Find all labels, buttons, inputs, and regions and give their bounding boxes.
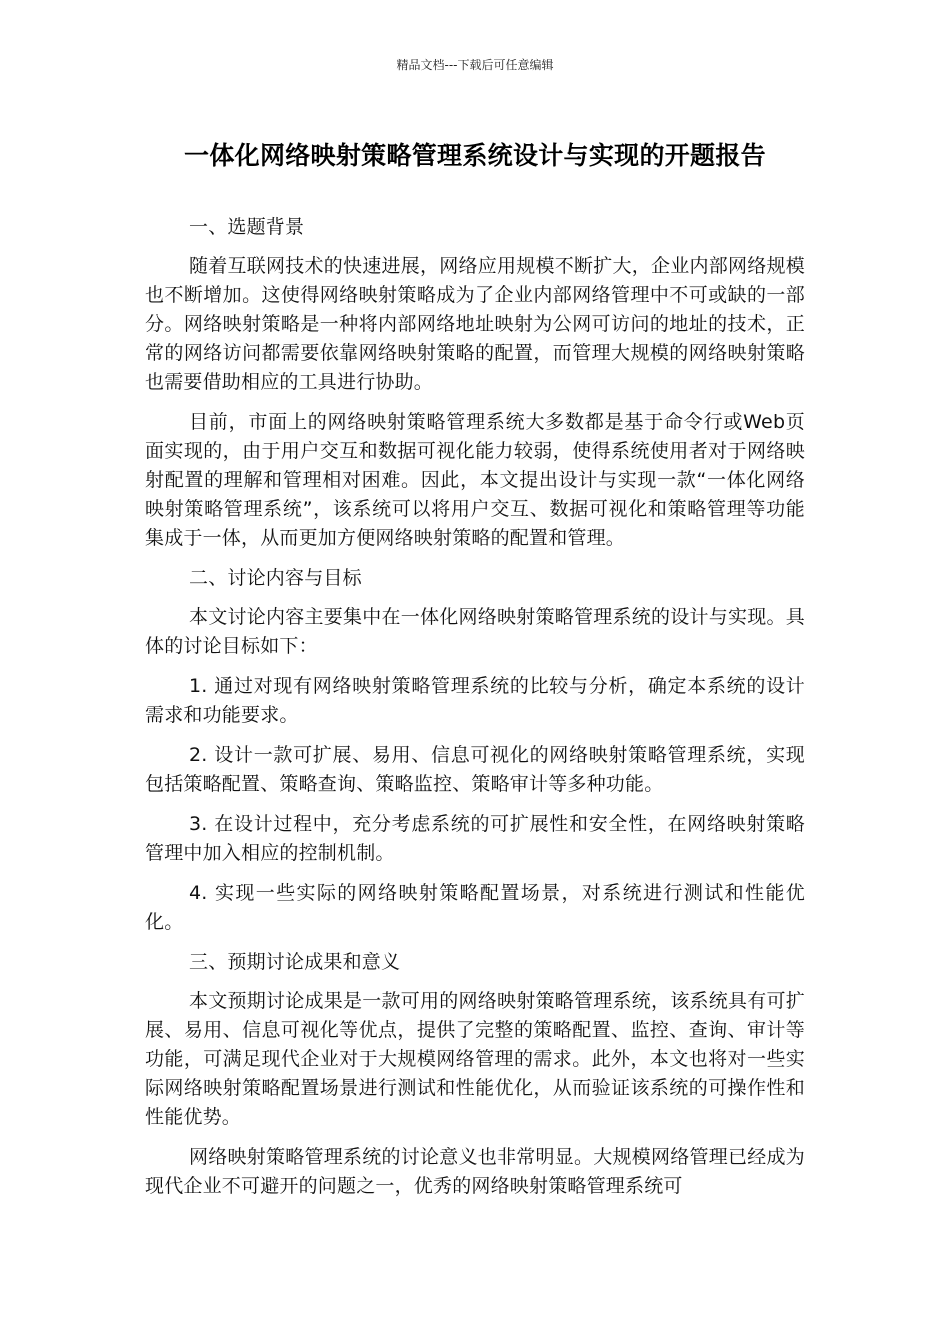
section-heading: 三、预期讨论成果和意义	[189, 951, 401, 973]
list-item: 4. 实现一些实际的网络映射策略配置场景，对系统进行测试和性能优化。	[145, 882, 805, 933]
paragraph: 网络映射策略管理系统的讨论意义也非常明显。大规模网络管理已经成为现代企业不可避开的问题之一，优秀的网络映射策略管理系统可	[145, 1146, 805, 1197]
section-heading: 二、讨论内容与目标	[189, 567, 362, 589]
page-header: 精品文档---下载后可任意编辑	[396, 58, 554, 72]
list-item: 1. 通过对现有网络映射策略管理系统的比较与分析，确定本系统的设计需求和功能要求。	[145, 675, 805, 726]
document-title: 一体化网络映射策略管理系统设计与实现的开题报告	[184, 141, 766, 170]
paragraph: 本文讨论内容主要集中在一体化网络映射策略管理系统的设计与实现。具体的讨论目标如下：	[145, 606, 805, 657]
section-heading: 一、选题背景	[189, 216, 305, 238]
document-body	[145, 213, 805, 1212]
paragraph: 随着互联网技术的快速进展，网络应用规模不断扩大，企业内部网络规模也不断增加。这使得网络映射策略成为了企业内部网络管理中不可或缺的一部分。网络映射策略是一种将内部网络地址映射为公网可访问的地址的技术，正常的网络访问都需要依靠网络映射策略的配置，而管理大规模的网络映射策略也需要借助相应的工具进行协助。	[145, 255, 805, 393]
list-item: 3. 在设计过程中，充分考虑系统的可扩展性和安全性，在网络映射策略管理中加入相应的控制机制。	[145, 813, 805, 864]
paragraph: 本文预期讨论成果是一款可用的网络映射策略管理系统，该系统具有可扩展、易用、信息可视化等优点，提供了完整的策略配置、监控、查询、审计等功能，可满足现代企业对于大规模网络管理的需求。此外，本文也将对一些实际网络映射策略配置场景进行测试和性能优化，从而验证该系统的可操作性和性能优势。	[145, 990, 805, 1128]
list-item: 2. 设计一款可扩展、易用、信息可视化的网络映射策略管理系统，实现包括策略配置、策略查询、策略监控、策略审计等多种功能。	[145, 744, 805, 795]
paragraph: 目前，市面上的网络映射策略管理系统大多数都是基于命令行或Web页面实现的，由于用户交互和数据可视化能力较弱，使得系统使用者对于网络映射配置的理解和管理相对困难。因此，本文提出设计与实现一款“一体化网络映射策略管理系统”，该系统可以将用户交互、数据可视化和策略管理等功能集成于一体，从而更加方便网络映射策略的配置和管理。	[145, 411, 805, 549]
